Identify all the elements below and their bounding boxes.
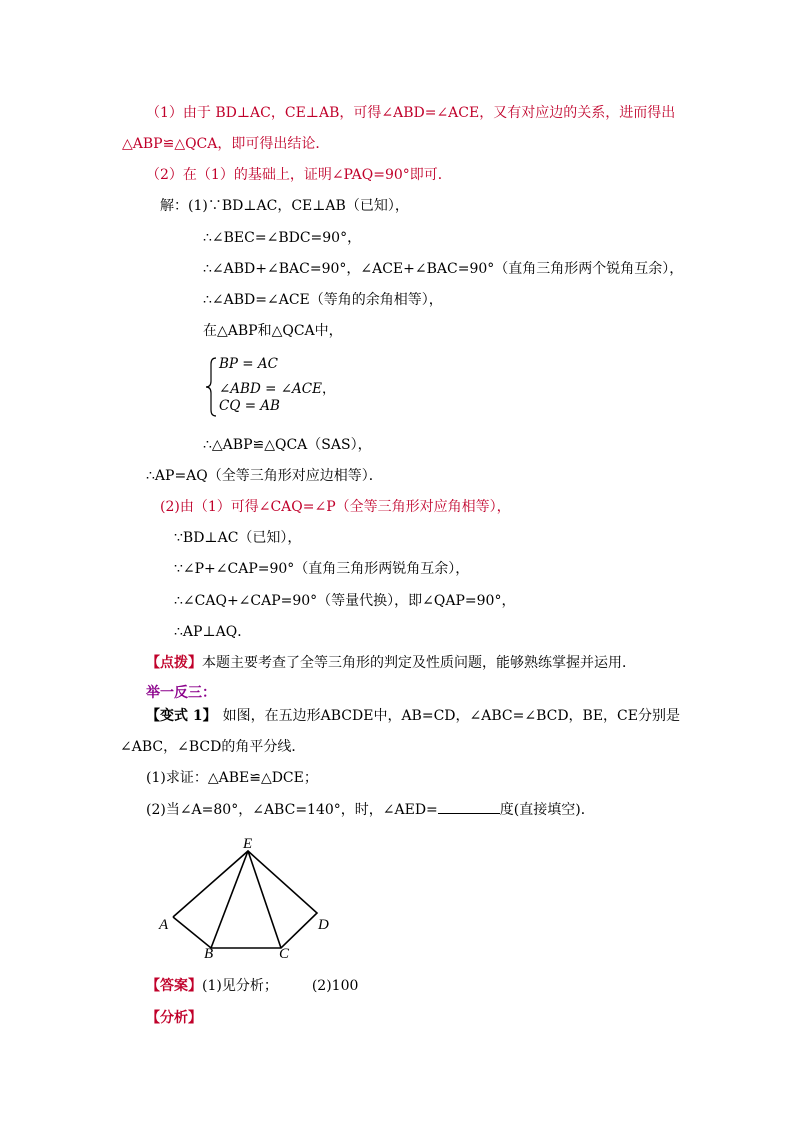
solution-line-7: ∴AP=AQ（全等三角形对应边相等）．: [146, 468, 383, 484]
section-heading: 举一反三：: [146, 685, 216, 701]
solution-part2-line-1: (2)由（1）可得∠CAQ=∠P（全等三角形对应角相等），: [160, 499, 511, 515]
system-row-1: BP = AC: [219, 356, 278, 372]
variant-line-1: [146, 707, 680, 725]
vertex-label-a: A: [159, 917, 169, 933]
pentagon-figure: [150, 835, 350, 969]
variant-line-2: ∠ABC，∠BCD的角平分线．: [120, 739, 306, 755]
answer-line: [146, 977, 358, 995]
variant-text: 如图，在五边形ABCDE中，AB=CD，∠ABC=∠BCD，BE，CE分别是: [222, 708, 680, 724]
answer-blank[interactable]: [438, 800, 500, 814]
answer-tag: 【答案】: [146, 978, 202, 994]
answer-part-2: (2)100: [311, 978, 359, 994]
solution-line-1: 解：(1)∵BD⊥AC，CE⊥AB（已知），: [160, 198, 409, 214]
left-brace-icon: [205, 356, 219, 418]
tip-line: [146, 654, 636, 672]
tip-tag: 【点拨】: [146, 655, 202, 671]
solution-part2-line-3: ∵∠P+∠CAP=90°（直角三角形两锐角互余），: [174, 561, 470, 577]
solution-line-3: ∴∠ABD+∠BAC=90°，∠ACE+∠BAC=90°（直角三角形两个锐角互余），: [203, 261, 684, 277]
vertex-label-c: C: [279, 946, 290, 962]
solution-line-6: ∴△ABP≌△QCA（SAS），: [203, 437, 372, 453]
hint-line-1: （1）由于 BD⊥AC，CE⊥AB，可得∠ABD=∠ACE，又有对应边的关系，进而得出: [146, 105, 676, 121]
answer-part-1: (1)见分析；: [202, 978, 278, 994]
analysis-tag: 【分析】: [146, 1010, 202, 1026]
vertex-label-d: D: [318, 917, 329, 933]
tip-text: 本题主要考查了全等三角形的判定及性质问题，能够熟练掌握并运用．: [202, 655, 636, 671]
system-row-3: CQ = AB: [219, 398, 280, 414]
variant-tag: 【变式 1】: [146, 708, 217, 724]
hint-line-2: △ABP≌△QCA，即可得出结论．: [122, 136, 330, 152]
vertex-label-b: B: [204, 946, 214, 962]
solution-line-4: ∴∠ABD=∠ACE（等角的余角相等），: [203, 292, 443, 308]
hint-line-3: （2）在（1）的基础上，证明∠PAQ=90°即可．: [146, 167, 452, 183]
variant-question-2: (2)当∠A=80°，∠ABC=140°，时，∠AED= 度(直接填空)．: [146, 802, 595, 818]
solution-part2-line-5: ∴AP⊥AQ．: [174, 624, 252, 640]
solution-line-2: ∴∠BEC=∠BDC=90°，: [203, 230, 362, 246]
solution-part2-line-2: ∵BD⊥AC（已知），: [174, 530, 302, 546]
solution-part2-line-4: ∴∠CAQ+∠CAP=90°（等量代换），即∠QAP=90°，: [174, 593, 516, 609]
equation-system: [205, 356, 345, 418]
solution-line-5: 在△ABP和△QCA中，: [203, 323, 343, 339]
variant-question-1: (1)求证：△ABE≌△DCE；: [146, 770, 318, 786]
system-row-2: ∠ABD = ∠ACE，: [219, 381, 336, 397]
vertex-label-e: E: [243, 836, 253, 852]
